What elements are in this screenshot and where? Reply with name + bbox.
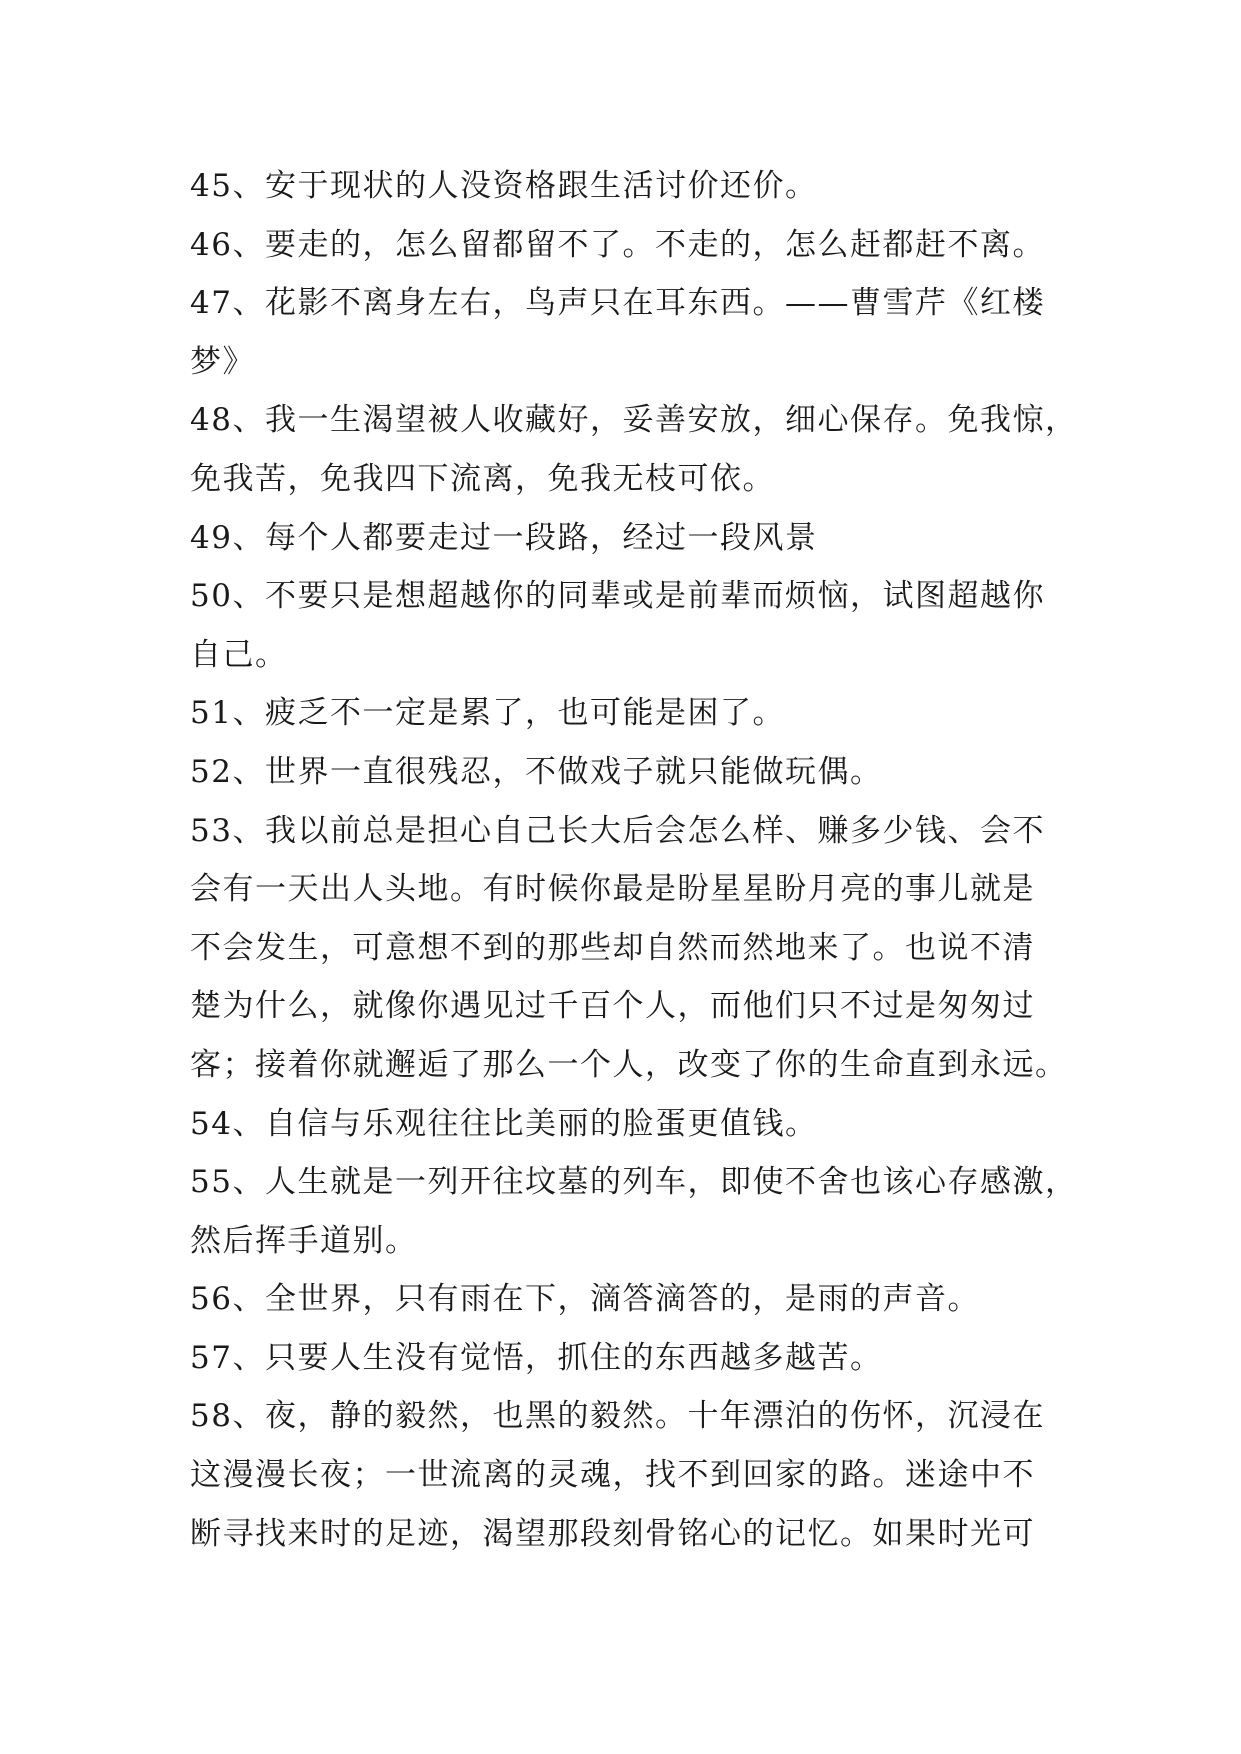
text-line-17: 54、自信与乐观往往比美丽的脸蛋更值钱。 (190, 1105, 818, 1142)
text-line-15: 楚为什么，就像你遇见过千百个人，而他们只不过是匆匆过 (190, 988, 1035, 1025)
text-line-1: 45、安于现状的人没资格跟生活讨价还价。 (190, 168, 818, 204)
text-line-2: 46、要走的，怎么留都留不了。不走的，怎么赶都赶不离。 (190, 226, 1045, 263)
text-line-9: 自己。 (190, 636, 288, 673)
text-line-12: 53、我以前总是担心自己长大后会怎么样、赚多少钱、会不 (190, 812, 1045, 849)
text-line-11: 52、世界一直很残忍，不做戏子就只能做玩偶。 (190, 753, 883, 790)
text-line-24: 断寻找来时的足迹，渴望那段刻骨铭心的记忆。如果时光可 (190, 1515, 1035, 1552)
text-line-22: 58、夜，静的毅然，也黑的毅然。十年漂泊的伤怀，沉浸在 (190, 1398, 1045, 1435)
text-line-20: 56、全世界，只有雨在下，滴答滴答的，是雨的声音。 (190, 1281, 980, 1318)
text-line-21: 57、只要人生没有觉悟，抓住的东西越多越苦。 (190, 1339, 883, 1376)
text-line-10: 51、疲乏不一定是累了，也可能是困了。 (190, 695, 785, 732)
text-line-5: 48、我一生渴望被人收藏好，妥善安放，细心保存。免我惊， (190, 402, 1078, 439)
text-line-4: 梦》 (190, 343, 255, 380)
text-line-8: 50、不要只是想超越你的同辈或是前辈而烦恼，试图超越你 (190, 578, 1045, 615)
text-line-18: 55、人生就是一列开往坟墓的列车，即使不舍也该心存感激， (190, 1164, 1078, 1201)
document-body (190, 157, 1080, 1563)
text-line-16: 客；接着你就邂逅了那么一个人，改变了你的生命直到永远。 (190, 1046, 1068, 1083)
text-line-3: 47、花影不离身左右，鸟声只在耳东西。——曹雪芹《红楼 (190, 285, 1045, 322)
text-line-6: 免我苦，免我四下流离，免我无枝可依。 (190, 460, 775, 497)
text-line-23: 这漫漫长夜；一世流离的灵魂，找不到回家的路。迷途中不 (190, 1457, 1035, 1494)
text-line-19: 然后挥手道别。 (190, 1222, 418, 1259)
text-line-13: 会有一天出人头地。有时候你最是盼星星盼月亮的事儿就是 (190, 871, 1035, 908)
text-line-7: 49、每个人都要走过一段路，经过一段风景 (190, 519, 818, 556)
text-line-14: 不会发生，可意想不到的那些却自然而然地来了。也说不清 (190, 929, 1035, 966)
